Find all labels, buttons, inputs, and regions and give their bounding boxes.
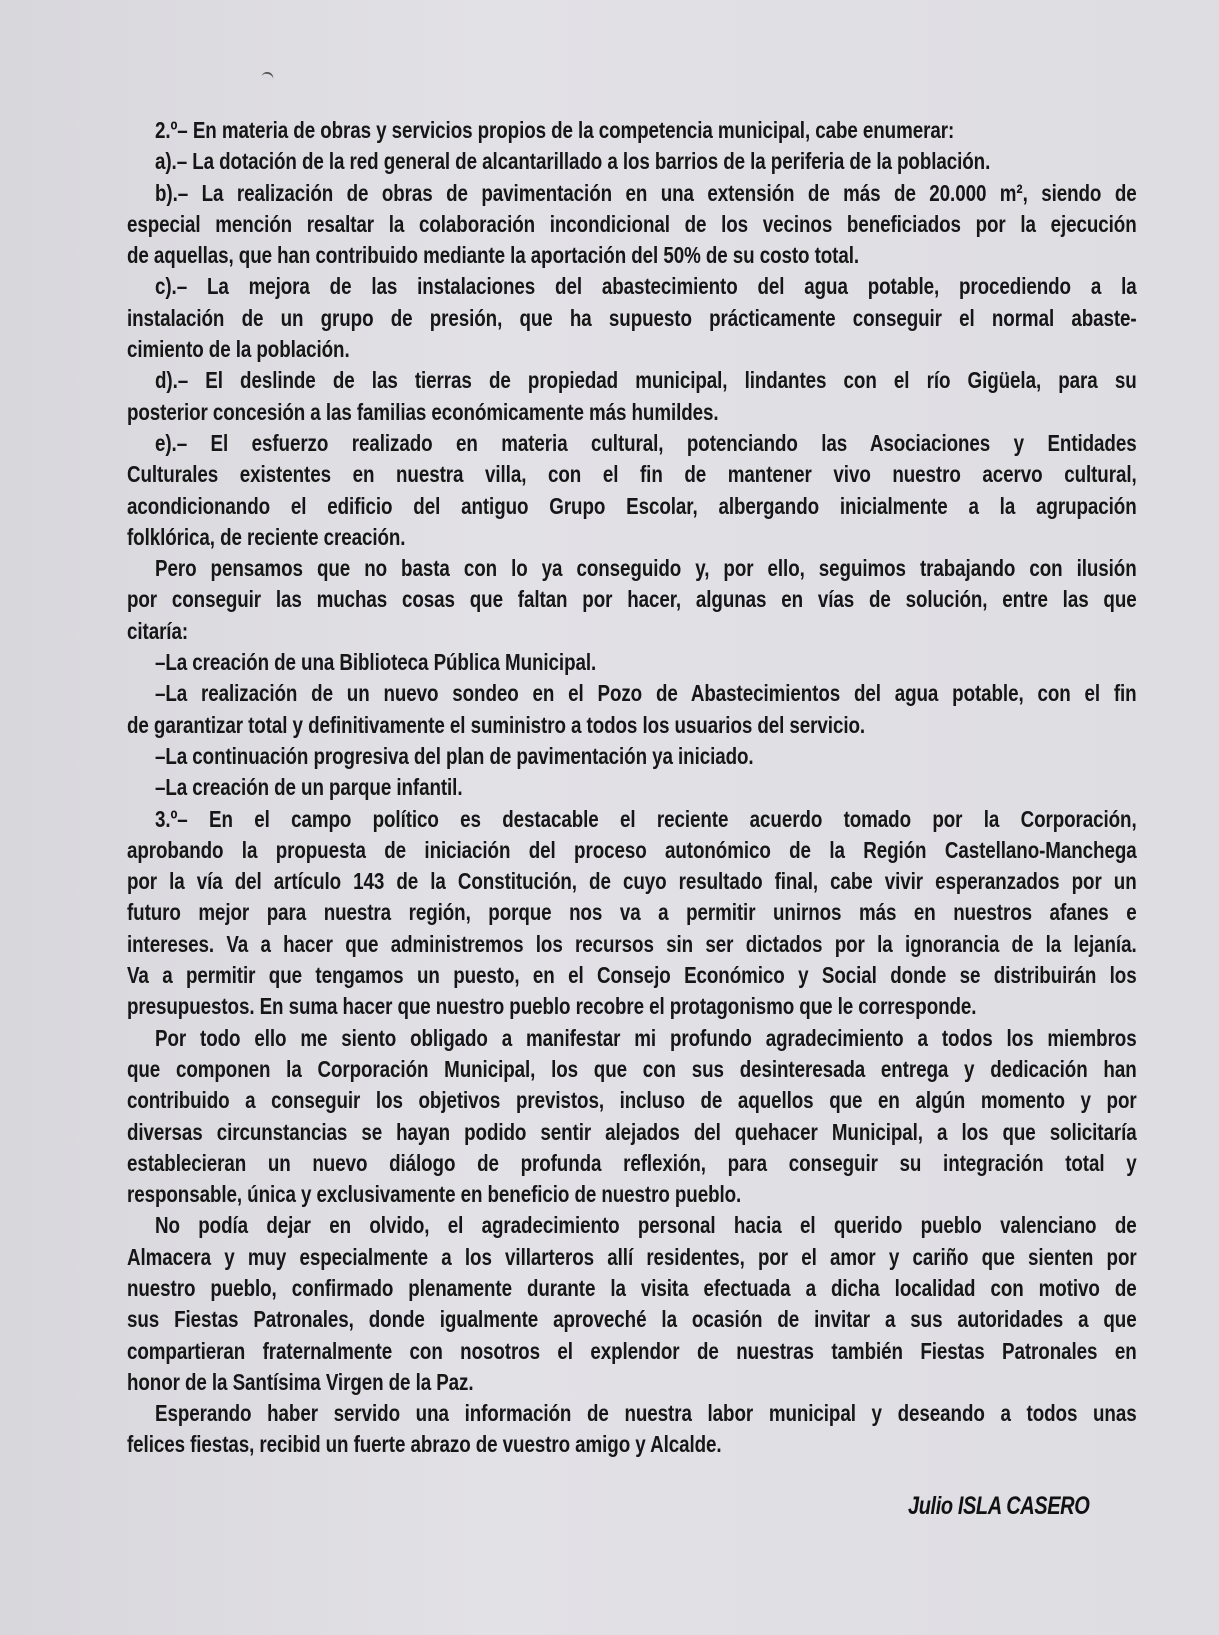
text-line: a).– La dotación de la red general de alcantarillado a los barrios de la periferia de la población. <box>155 148 991 175</box>
paragraph <box>127 178 1137 272</box>
paragraph <box>127 1398 1137 1461</box>
text-line: aprobando la propuesta de iniciación del proceso autonómico de la Región Castellano-Manchega <box>127 836 1137 863</box>
scan-mark <box>261 71 274 80</box>
text-line: por la vía del artículo 143 de la Constitución, de cuyo resultado final, cabe vivir esperanzados por un <box>127 868 1137 895</box>
paragraph <box>127 271 1137 365</box>
text-line: instalación de un grupo de presión, que ha supuesto prácticamente conseguir el normal abaste- <box>127 304 1137 331</box>
paragraph <box>127 1210 1137 1398</box>
text-line: Pero pensamos que no basta con lo ya conseguido y, por ello, seguimos trabajando con ilusión <box>155 555 1137 582</box>
paragraph <box>127 365 1137 428</box>
paragraph <box>127 553 1137 647</box>
text-line: 2.º– En materia de obras y servicios propios de la competencia municipal, cabe enumerar: <box>155 117 955 143</box>
text-line: c).– La mejora de las instalaciones del abastecimiento del agua potable, procediendo a la <box>155 273 1137 300</box>
text-line: Culturales existentes en nuestra villa, con el fin de mantener vivo nuestro acervo cultural, <box>127 461 1137 488</box>
paragraph <box>127 1023 1137 1211</box>
text-line: –La creación de una Biblioteca Pública Municipal. <box>155 649 597 676</box>
text-line: honor de la Santísima Virgen de la Paz. <box>127 1368 474 1395</box>
text-line: –La creación de un parque infantil. <box>155 774 463 801</box>
text-line: intereses. Va a hacer que administremos los recursos sin ser dictados por la ignorancia de la lejanía. <box>127 930 1137 957</box>
text-line: que componen la Corporación Municipal, los que con sus desinteresada entrega y dedicación han <box>127 1055 1137 1082</box>
text-line: d).– El deslinde de las tierras de propiedad municipal, lindantes con el río Gigüela, para su <box>155 367 1137 394</box>
paragraph <box>127 146 1137 177</box>
text-line: b).– La realización de obras de pavimentación en una extensión de más de 20.000 m², siendo de <box>155 179 1137 206</box>
text-line: sus Fiestas Patronales, donde igualmente aproveché la ocasión de invitar a sus autoridades a que <box>127 1306 1137 1333</box>
text-line: –La realización de un nuevo sondeo en el Pozo de Abastecimientos del agua potable, con el fin <box>155 680 1137 707</box>
text-line: de garantizar total y definitivamente el suministro a todos los usuarios del servicio. <box>127 711 866 738</box>
paragraph <box>127 647 1137 678</box>
text-line: nuestro pueblo, confirmado plenamente durante la visita efectuada a dicha localidad con motivo de <box>127 1274 1137 1301</box>
paragraph <box>127 741 1137 772</box>
text-line: por conseguir las muchas cosas que faltan por hacer, algunas en vías de solución, entre las que <box>127 586 1137 613</box>
text-line: Por todo ello me siento obligado a manifestar mi profundo agradecimiento a todos los miembros <box>155 1024 1137 1051</box>
text-line: diversas circunstancias se hayan podido sentir alejados del quehacer Municipal, a los que solicitaría <box>127 1118 1137 1145</box>
paragraph <box>127 678 1137 741</box>
text-line: acondicionando el edificio del antiguo Grupo Escolar, albergando inicialmente a la agrupación <box>127 492 1137 519</box>
text-line: felices fiestas, recibid un fuerte abrazo de vuestro amigo y Alcalde. <box>127 1431 722 1458</box>
text-line: e).– El esfuerzo realizado en materia cultural, potenciando las Asociaciones y Entidades <box>155 429 1137 456</box>
text-line: futuro mejor para nuestra región, porque nos va a permitir unirnos más en nuestros afanes e <box>127 899 1137 926</box>
text-line: Va a permitir que tengamos un puesto, en el Consejo Económico y Social donde se distribuirán los <box>127 962 1137 989</box>
text-line: de aquellas, que han contribuido mediante la aportación del 50% de su costo total. <box>127 242 860 269</box>
text-line: especial mención resaltar la colaboración incondicional de los vecinos beneficiados por la ejecución <box>127 210 1137 237</box>
text-line: compartieran fraternalmente con nosotros el explendor de nuestras también Fiestas Patronales en <box>127 1337 1137 1364</box>
text-line: contribuido a conseguir los objetivos previstos, incluso de aquellos que en algún momento y por <box>127 1087 1137 1114</box>
paragraph <box>127 428 1137 553</box>
text-line: 3.º– En el campo político es destacable el reciente acuerdo tomado por la Corporación, <box>155 805 1137 832</box>
text-line: responsable, única y exclusivamente en beneficio de nuestro pueblo. <box>127 1181 742 1208</box>
text-line: –La continuación progresiva del plan de pavimentación ya iniciado. <box>155 742 754 769</box>
text-line: No podía dejar en olvido, el agradecimiento personal hacia el querido pueblo valenciano de <box>155 1212 1137 1239</box>
paragraph <box>127 772 1137 803</box>
text-line: posterior concesión a las familias económicamente más humildes. <box>127 398 719 425</box>
text-line: folklórica, de reciente creación. <box>127 523 406 550</box>
text-line: Esperando haber servido una información de nuestra labor municipal y deseando a todos unas <box>155 1400 1137 1427</box>
text-line: presupuestos. En suma hacer que nuestro pueblo recobre el protagonismo que le corresponde. <box>127 993 977 1020</box>
letter-body <box>127 115 1137 1461</box>
text-line: establecieran un nuevo diálogo de profunda reflexión, para conseguir su integración total y <box>127 1149 1137 1176</box>
text-line: citaría: <box>127 617 189 644</box>
text-line: cimiento de la población. <box>127 336 350 363</box>
text-line: Almacera y muy especialmente a los villarteros allí residentes, por el amor y cariño que sienten por <box>127 1243 1137 1270</box>
paragraph <box>127 115 1137 146</box>
paragraph <box>127 804 1137 1023</box>
signature: Julio ISLA CASERO <box>908 1492 1090 1520</box>
